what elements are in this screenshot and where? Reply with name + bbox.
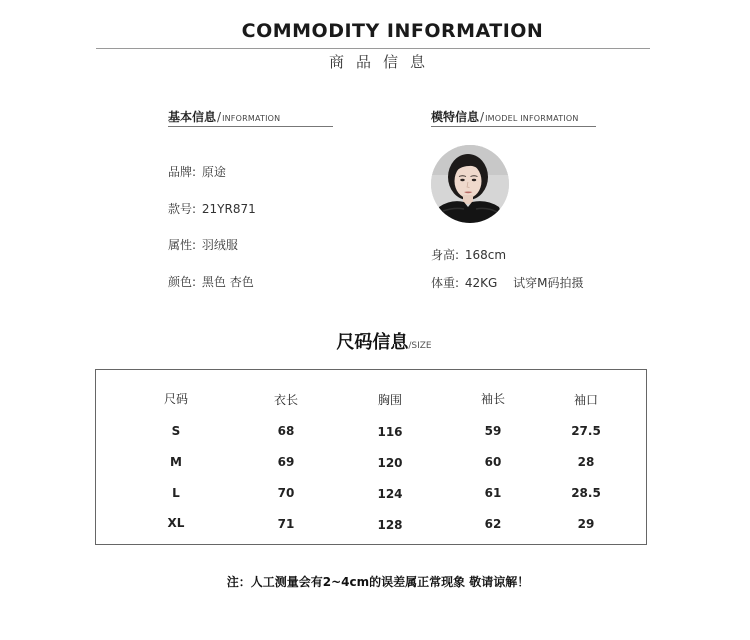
table-cell: 60 (484, 455, 502, 469)
table-cell: 27.5 (571, 424, 601, 438)
model-height-label: 身高 (431, 248, 456, 262)
cuff-col-header: 袖口 (573, 393, 598, 407)
model-info-heading-en: IMODEL INFORMATION (485, 114, 579, 123)
heading-slash: / (480, 110, 485, 124)
table-cell: 116 (377, 425, 403, 439)
model-info-divider (431, 126, 596, 127)
attribute-label: 属性 (168, 238, 193, 252)
table-cell: L (172, 486, 180, 500)
model-height-row: 身高: 168cm (431, 248, 507, 262)
model-info-heading (431, 108, 579, 125)
table-cell: 71 (277, 517, 295, 531)
table-cell: 70 (277, 486, 295, 500)
style-number-label: 款号 (168, 202, 193, 216)
size-info-heading (0, 328, 750, 354)
basic-info-divider (168, 126, 333, 127)
table-cell: 128 (377, 518, 403, 532)
table-cell: 68 (277, 424, 295, 438)
brand-row: 品牌: 原途 (168, 165, 226, 179)
size-info-heading-cn: 尺码信息 (336, 332, 409, 353)
model-height-value: 168cm (464, 248, 507, 262)
table-cell: 61 (484, 486, 502, 500)
page-subtitle: 商品信息 (328, 53, 437, 71)
table-cell: S (171, 424, 181, 438)
attribute-value: 羽绒服 (201, 238, 238, 252)
model-weight-row: 体重: 42KG 试穿M码拍摄 (431, 276, 584, 290)
table-cell: 28 (577, 455, 595, 469)
table-cell: M (170, 455, 182, 469)
page-title: COMMODITY INFORMATION (241, 20, 544, 42)
basic-info-heading-cn: 基本信息 (168, 110, 217, 124)
model-portrait-icon (431, 145, 509, 223)
basic-info-heading (168, 108, 280, 125)
model-avatar (431, 145, 509, 223)
size-col-header: 尺码 (163, 392, 188, 406)
chest-col-header: 胸围 (377, 393, 402, 407)
heading-slash: / (217, 110, 222, 124)
brand-value: 原途 (201, 165, 226, 179)
table-cell: 124 (377, 487, 403, 501)
table-cell: 62 (484, 517, 502, 531)
length-col-header: 衣长 (273, 393, 298, 407)
color-value: 黑色 杏色 (201, 275, 254, 289)
table-cell: 120 (377, 456, 403, 470)
attribute-row: 属性: 羽绒服 (168, 238, 238, 252)
model-info-heading-cn: 模特信息 (431, 110, 480, 124)
table-cell: 69 (277, 455, 295, 469)
model-weight-label: 体重 (431, 276, 456, 290)
table-cell: XL (167, 516, 185, 530)
table-cell: 28.5 (571, 486, 601, 500)
brand-label: 品牌 (168, 165, 193, 179)
style-number-value: 21YR871 (201, 202, 256, 216)
table-cell: 29 (577, 517, 595, 531)
basic-info-heading-en: INFORMATION (222, 114, 281, 123)
title-divider (96, 48, 650, 49)
measurement-note: 注：人工测量会有2~4cm的误差属正常现象 敬请谅解！ (226, 575, 530, 589)
color-row: 颜色: 黑色 杏色 (168, 275, 254, 289)
table-cell: 59 (484, 424, 502, 438)
color-label: 颜色 (168, 275, 193, 289)
size-info-heading-en: /SIZE (408, 341, 432, 351)
model-try-on-size: 试穿M码拍摄 (513, 276, 584, 290)
model-weight-value: 42KG (464, 276, 498, 290)
sleeve-col-header: 袖长 (480, 392, 505, 406)
style-number-row: 款号: 21YR871 (168, 202, 256, 216)
